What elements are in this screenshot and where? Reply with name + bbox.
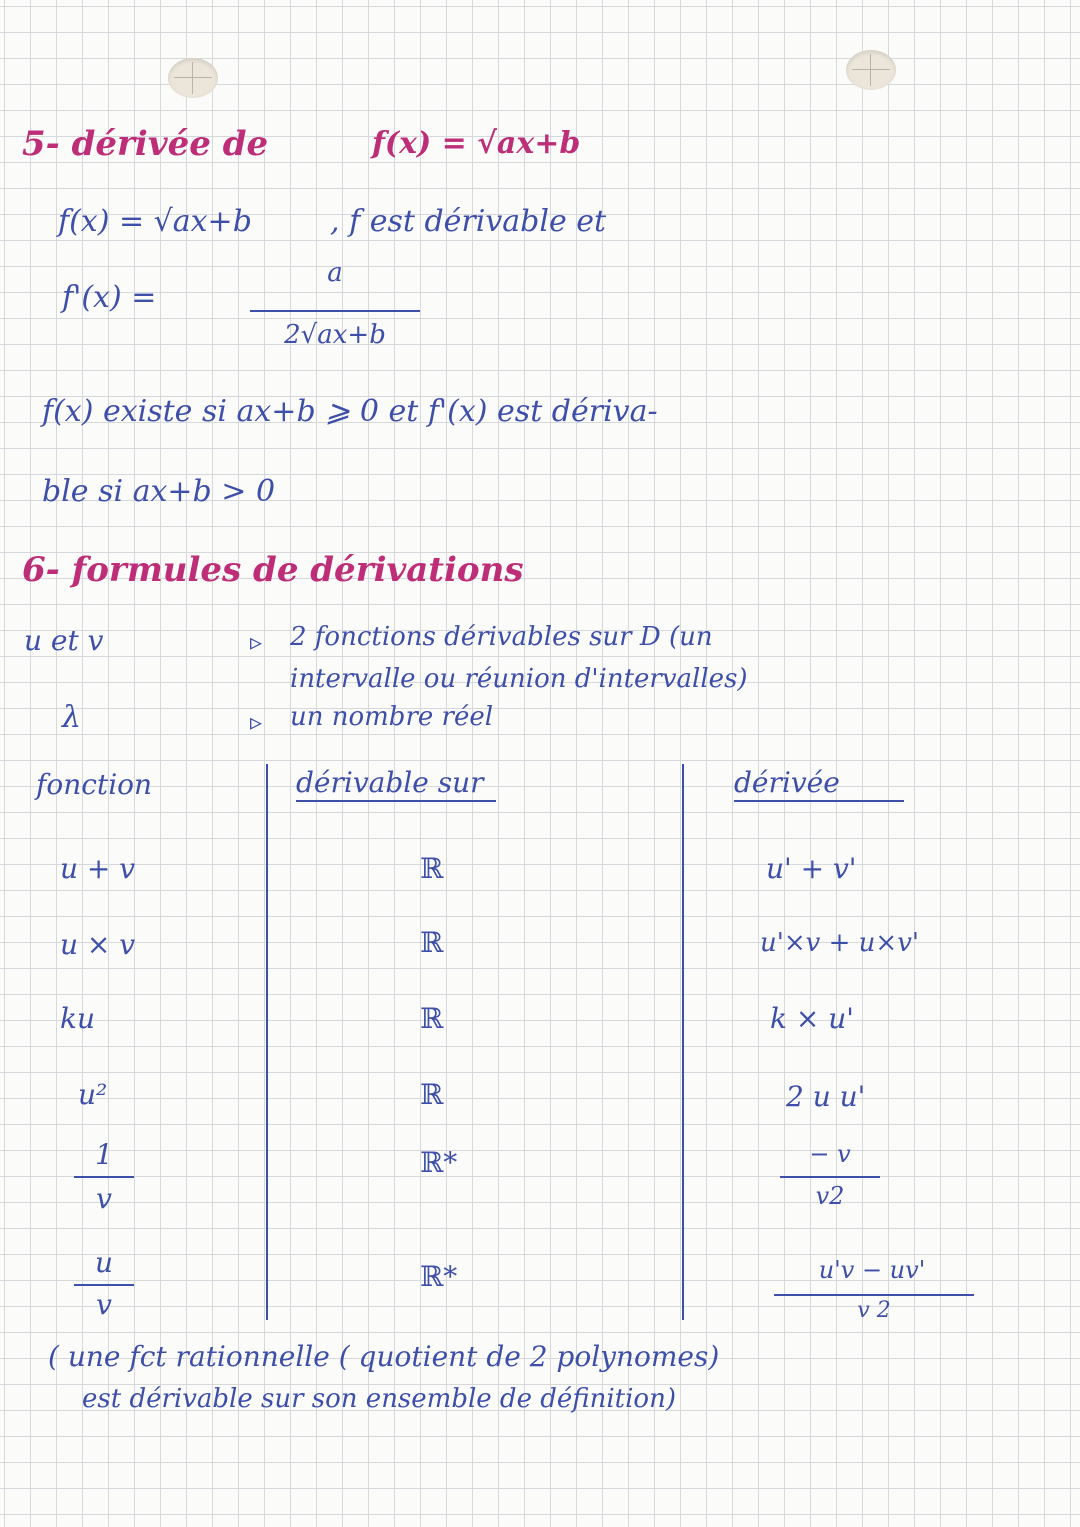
table-row-6-fonction-denominator: v (96, 1288, 112, 1321)
binder-hole-right (846, 50, 896, 90)
derivative-denominator: 2√ax+b (284, 320, 386, 350)
table-row-5-fonction-denominator: v (96, 1182, 112, 1215)
table-row-4-domaine: ℝ (420, 1078, 444, 1111)
existence-condition-line-2: ble si ax+b > 0 (42, 474, 276, 509)
derivative-fraction-bar (250, 310, 420, 312)
table-row-3-fonction: ku (60, 1002, 95, 1035)
def-lambda-label: λ (62, 700, 82, 735)
table-column-divider (682, 764, 684, 1320)
table-row-6-derivee-numerator: u'v − uv' (818, 1256, 926, 1284)
table-header-underline (734, 800, 904, 802)
table-column-divider (266, 764, 268, 1320)
table-header-underline (296, 800, 496, 802)
derivative-lhs: f'(x) = (62, 280, 157, 315)
table-row-6-derivee-fraction-bar (774, 1294, 974, 1296)
def-u-v-text-1: 2 fonctions dérivables sur D (un (290, 622, 713, 652)
binder-hole-left (168, 58, 218, 98)
arrow-icon: ▹ (250, 628, 263, 656)
table-row-3-derivee: k × u' (770, 1002, 854, 1035)
table-row-4-derivee: 2 u u' (786, 1080, 866, 1113)
table-row-6-fraction-bar (74, 1284, 134, 1286)
table-row-5-fraction-bar (74, 1176, 134, 1178)
table-header-derivable-sur: dérivable sur (296, 766, 484, 799)
table-row-6-fonction-numerator: u (94, 1246, 114, 1279)
table-row-1-derivee: u' + v' (766, 852, 857, 885)
table-row-5-domaine: ℝ* (420, 1146, 458, 1179)
section-6-title: 6- formules de dérivations (22, 550, 524, 590)
section-5-title-formula: f(x) = √ax+b (372, 126, 581, 161)
def-u-v-label: u et v (24, 624, 104, 657)
existence-condition-line-1: f(x) existe si ax+b ⩾ 0 et f'(x) est dériva- (42, 394, 658, 429)
table-row-2-derivee: u'×v + u×v' (760, 928, 920, 958)
def-lambda-text: un nombre réel (290, 702, 494, 732)
section-5-title: 5- dérivée de (22, 124, 269, 164)
derivative-numerator: a (327, 258, 343, 288)
table-row-5-fonction-numerator: 1 (95, 1138, 113, 1171)
table-row-2-domaine: ℝ (420, 926, 444, 959)
definition-text: , f est dérivable et (330, 204, 607, 239)
table-row-3-domaine: ℝ (420, 1002, 444, 1035)
table-row-2-fonction: u × v (60, 928, 136, 961)
table-row-5-derivee-fraction-bar (780, 1176, 880, 1178)
def-u-v-text-2: intervalle ou réunion d'intervalles) (290, 664, 748, 694)
note-line-2: est dérivable sur son ensemble de définition) (82, 1384, 676, 1414)
note-line-1: ( une fct rationnelle ( quotient de 2 polynomes) (48, 1340, 720, 1373)
table-header-fonction: fonction (36, 768, 153, 801)
table-row-6-derivee-denominator: v 2 (857, 1298, 891, 1323)
definition-formula: f(x) = √ax+b (58, 204, 252, 239)
table-row-1-fonction: u + v (60, 852, 136, 885)
table-header-derivee: dérivée (734, 766, 840, 799)
table-row-5-derivee-numerator: − v (809, 1140, 851, 1168)
table-row-5-derivee-denominator: v2 (815, 1182, 845, 1210)
arrow-icon: ▹ (250, 708, 263, 736)
table-row-1-domaine: ℝ (420, 852, 444, 885)
table-row-6-domaine: ℝ* (420, 1260, 458, 1293)
table-row-4-fonction: u² (78, 1078, 108, 1111)
